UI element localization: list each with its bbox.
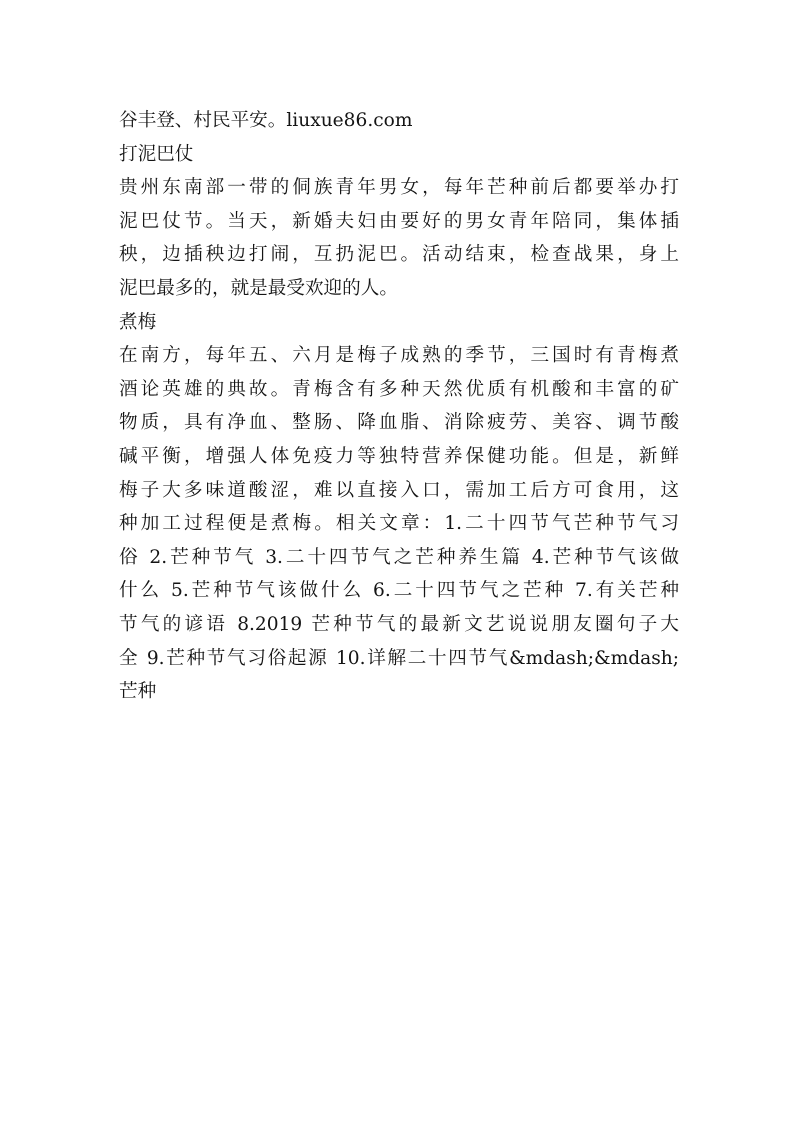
text-line: 全 9.芒种节气习俗起源 10.详解二十四节气&mdash;&mdash;: [119, 647, 679, 669]
text-line: 谷丰登、村民平安。liuxue86.com: [119, 110, 413, 131]
text-line: 节气的谚语 8.2019 芒种节气的最新文艺说说朋友圈句子大: [119, 613, 679, 635]
document-body: [119, 104, 679, 709]
text-line: 泥巴仗节。当天，新婚夫妇由要好的男女青年陪同，集体插: [119, 210, 679, 232]
text-line: 什么 5.芒种节气该做什么 6.二十四节气之芒种 7.有关芒种: [119, 580, 679, 602]
text-line: 芒种: [119, 681, 157, 703]
text-line: 酒论英雄的典故。青梅含有多种天然优质有机酸和丰富的矿: [119, 378, 679, 400]
text-line: 秧，边插秧边打闹，互扔泥巴。活动结束，检查战果，身上: [119, 244, 679, 266]
section-heading: 煮梅: [119, 311, 157, 333]
text-line: 物质，具有净血、整肠、降血脂、消除疲劳、美容、调节酸: [119, 412, 679, 434]
text-line: 贵州东南部一带的侗族青年男女，每年芒种前后都要举办打: [119, 177, 679, 199]
text-line: 泥巴最多的，就是最受欢迎的人。: [119, 277, 398, 299]
text-line: 在南方，每年五、六月是梅子成熟的季节，三国时有青梅煮: [119, 345, 679, 367]
text-line: 碱平衡，增强人体免疫力等独特营养保健功能。但是，新鲜: [119, 445, 679, 467]
text-line: 俗 2.芒种节气 3.二十四节气之芒种养生篇 4.芒种节气该做: [119, 546, 679, 568]
text-line: 种加工过程便是煮梅。相关文章：1.二十四节气芒种节气习: [119, 513, 679, 535]
text-line: 梅子大多味道酸涩，难以直接入口，需加工后方可食用，这: [119, 479, 679, 501]
section-heading: 打泥巴仗: [119, 143, 194, 165]
